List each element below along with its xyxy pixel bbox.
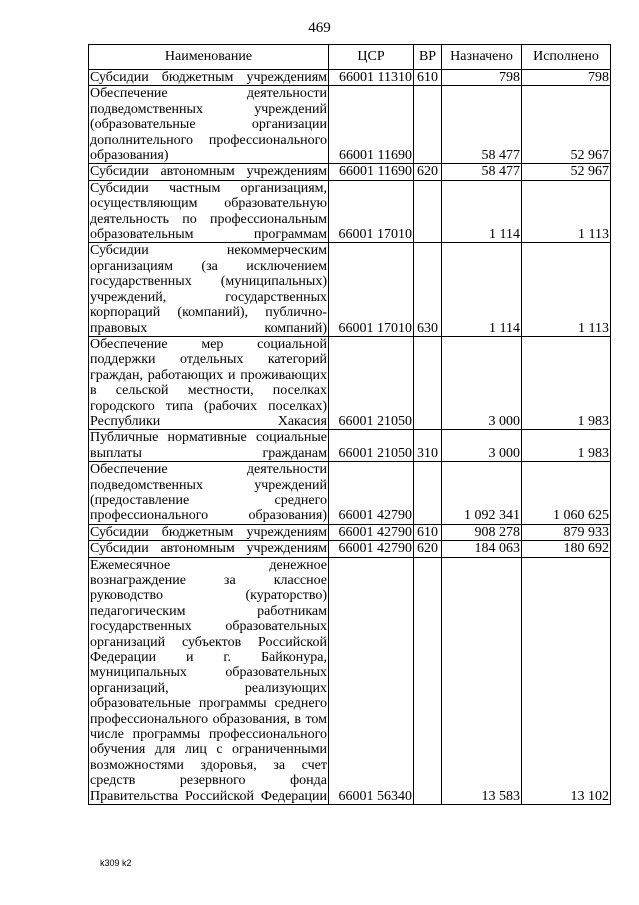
row-executed: 13 102: [522, 557, 611, 805]
row-assigned: 798: [442, 70, 522, 86]
row-assigned: 13 583: [442, 557, 522, 805]
row-assigned: 58 477: [442, 164, 522, 180]
row-csr: 66001 11310: [329, 70, 414, 86]
row-name: Обеспечение деятельности подведомственных учреждений (образовательные организации дополнительного профессионального образования): [90, 86, 327, 164]
row-vr: [414, 180, 442, 243]
row-executed: 52 967: [522, 164, 611, 180]
table-header-row: [89, 45, 611, 70]
row-executed: 1 060 625: [522, 462, 611, 525]
row-csr: 66001 21050: [329, 430, 414, 462]
table-row: [89, 541, 611, 557]
row-assigned: 1 114: [442, 180, 522, 243]
row-name: Публичные нормативные социальные выплаты гражданам: [90, 430, 327, 461]
row-name: Субсидии бюджетным учреждениям: [90, 70, 327, 85]
row-executed: 1 113: [522, 243, 611, 336]
row-executed: 1 113: [522, 180, 611, 243]
table-row: [89, 524, 611, 540]
row-executed: 798: [522, 70, 611, 86]
row-csr: 66001 42790: [329, 524, 414, 540]
row-executed: 1 983: [522, 336, 611, 429]
row-vr: 610: [414, 524, 442, 540]
table-row: [89, 462, 611, 525]
row-name: Субсидии бюджетным учреждениям: [90, 524, 327, 540]
row-csr: 66001 21050: [329, 336, 414, 429]
table-row: [89, 430, 611, 462]
row-name: Субсидии некоммерческим организациям (за исключением государственных (муниципальных) учреждений, государственных корпораций (компаний), публично-правовых компаний): [90, 243, 327, 336]
row-vr: 610: [414, 70, 442, 86]
row-assigned: 184 063: [442, 541, 522, 557]
table-row: [89, 86, 611, 164]
row-assigned: 908 278: [442, 524, 522, 540]
row-csr: 66001 17010: [329, 180, 414, 243]
row-vr: [414, 336, 442, 429]
row-assigned: 1 092 341: [442, 462, 522, 525]
page-number: 469: [308, 20, 331, 36]
header-assigned: Назначено: [442, 45, 522, 70]
row-executed: 1 983: [522, 430, 611, 462]
header-vr: ВР: [414, 45, 442, 70]
table-row: [89, 70, 611, 86]
row-name: Субсидии частным организациям, осуществляющим образовательную деятельность по профессиональным образовательным программам: [90, 180, 327, 243]
row-assigned: 3 000: [442, 430, 522, 462]
row-name: Субсидии автономным учреждениям: [90, 541, 327, 557]
row-name: Обеспечение мер социальной поддержки отдельных категорий граждан, работающих и проживающих в сельской местности, поселках городского типа (рабочих поселках) Республики Хакасия: [90, 336, 327, 429]
row-name: Ежемесячное денежное вознаграждение за классное руководство (кураторство) педагогическим работникам государственных образовательных организаций субъектов Российской Федерации и г. Байконура, муниципальных образовательных организаций, реализующих образовательные программы среднего профессионального образования, в том числе программы профессионального обучения для лиц с ограниченными возможностями здоровья, за счет средств резервного фонда Правительства Российской Федерации: [90, 557, 327, 804]
table-row: [89, 243, 611, 336]
row-csr: 66001 42790: [329, 462, 414, 525]
row-executed: 879 933: [522, 524, 611, 540]
row-assigned: 58 477: [442, 86, 522, 164]
footer-code: k309 k2: [100, 858, 132, 868]
table-row: [89, 180, 611, 243]
header-name: Наименование: [89, 45, 329, 70]
row-vr: [414, 86, 442, 164]
row-vr: 620: [414, 164, 442, 180]
row-csr: 66001 42790: [329, 541, 414, 557]
row-vr: [414, 557, 442, 805]
row-vr: 620: [414, 541, 442, 557]
table-row: [89, 557, 611, 805]
row-assigned: 1 114: [442, 243, 522, 336]
row-csr: 66001 11690: [329, 164, 414, 180]
budget-table: [88, 44, 611, 805]
row-name: Обеспечение деятельности подведомственных учреждений (предоставление среднего профессионального образования): [90, 462, 327, 524]
row-csr: 66001 11690: [329, 86, 414, 164]
header-csr: ЦСР: [329, 45, 414, 70]
row-csr: 66001 56340: [329, 557, 414, 805]
table-row: [89, 164, 611, 180]
row-assigned: 3 000: [442, 336, 522, 429]
header-executed: Исполнено: [522, 45, 611, 70]
row-executed: 180 692: [522, 541, 611, 557]
row-csr: 66001 17010: [329, 243, 414, 336]
row-vr: 630: [414, 243, 442, 336]
row-vr: [414, 462, 442, 525]
row-vr: 310: [414, 430, 442, 462]
row-executed: 52 967: [522, 86, 611, 164]
table-row: [89, 336, 611, 429]
row-name: Субсидии автономным учреждениям: [90, 164, 327, 180]
